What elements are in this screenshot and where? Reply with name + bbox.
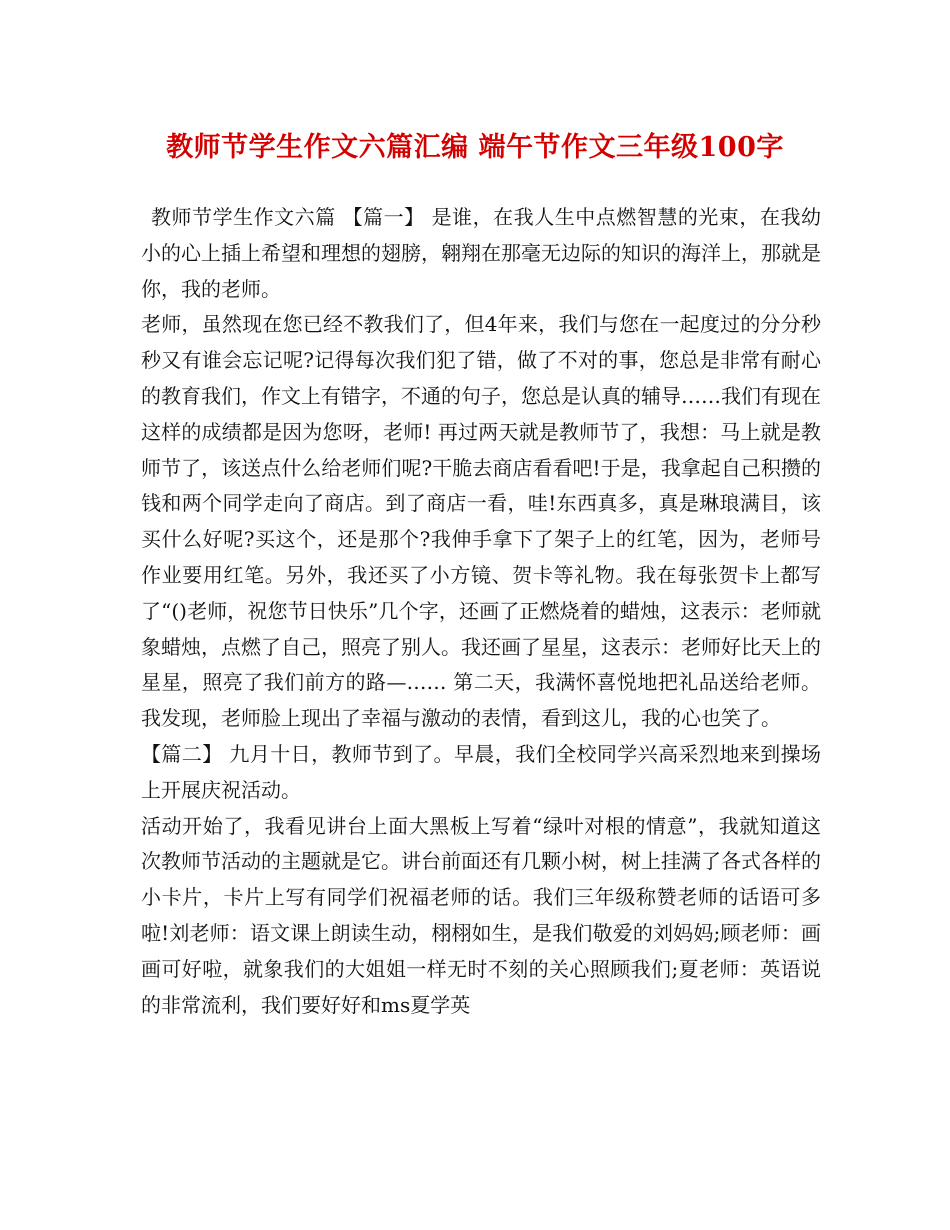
paragraph-3: 【篇二】 九月十日，教师节到了。早晨，我们全校同学兴高采烈地来到操场上开展庆祝活动。 (141, 741, 821, 802)
paragraph-4: 活动开始了，我看见讲台上面大黑板上写着“绿叶对根的情意”，我就知道这次教师节活动的主题就是它。讲台前面还有几颗小树，树上挂满了各式各样的小卡片，卡片上写有同学们祝福老师的话。我们三年级称赞老师的话语可多啦!刘老师：语文课上朗读生动，栩栩如生，是我们敬爱的刘妈妈;顾老师：画画可好啦，就象我们的大姐姐一样无时不刻的关心照顾我们;夏老师：英语说的非常流利，我们要好好和ms夏学英 (141, 813, 821, 1017)
paragraph-2: 老师，虽然现在您已经不教我们了，但4年来，我们与您在一起度过的分分秒秒又有谁会忘记呢?记得每次我们犯了错，做了不对的事，您总是非常有耐心的教育我们，作文上有错字，不通的句子，您总是认真的辅导……我们有现在这样的成绩都是因为您呀，老师! 再过两天就是教师节了，我想：马上就是教师节了，该送点什么给老师们呢?干脆去商店看看吧!于是，我拿起自己积攒的钱和两个同学走向了商店。到了商店一看，哇!东西真多，真是琳琅满目，该买什么好呢?买这个，还是那个?我伸手拿下了架子上的红笔，因为，老师号作业要用红笔。另外，我还买了小方镜、贺卡等礼物。我在每张贺卡上都写了“()老师，祝您节日快乐”几个字，还画了正燃烧着的蜡烛，这表示：老师就象蜡烛，点燃了自己，照亮了别人。我还画了星星，这表示：老师好比天上的星星，照亮了我们前方的路—…… 第二天，我满怀喜悦地把礼品送给老师。我发现，老师脸上现出了幸福与激动的表情，看到这儿，我的心也笑了。 (141, 312, 821, 731)
document-body (141, 200, 821, 1023)
paragraph-1: 教师节学生作文六篇 【篇一】 是谁，在我人生中点燃智慧的光束，在我幼小的心上插上希望和理想的翅膀，翱翔在那毫无边际的知识的海洋上，那就是你，我的老师。 (141, 205, 821, 301)
document-title: 教师节学生作文六篇汇编 端午节作文三年级100字 (166, 132, 784, 163)
